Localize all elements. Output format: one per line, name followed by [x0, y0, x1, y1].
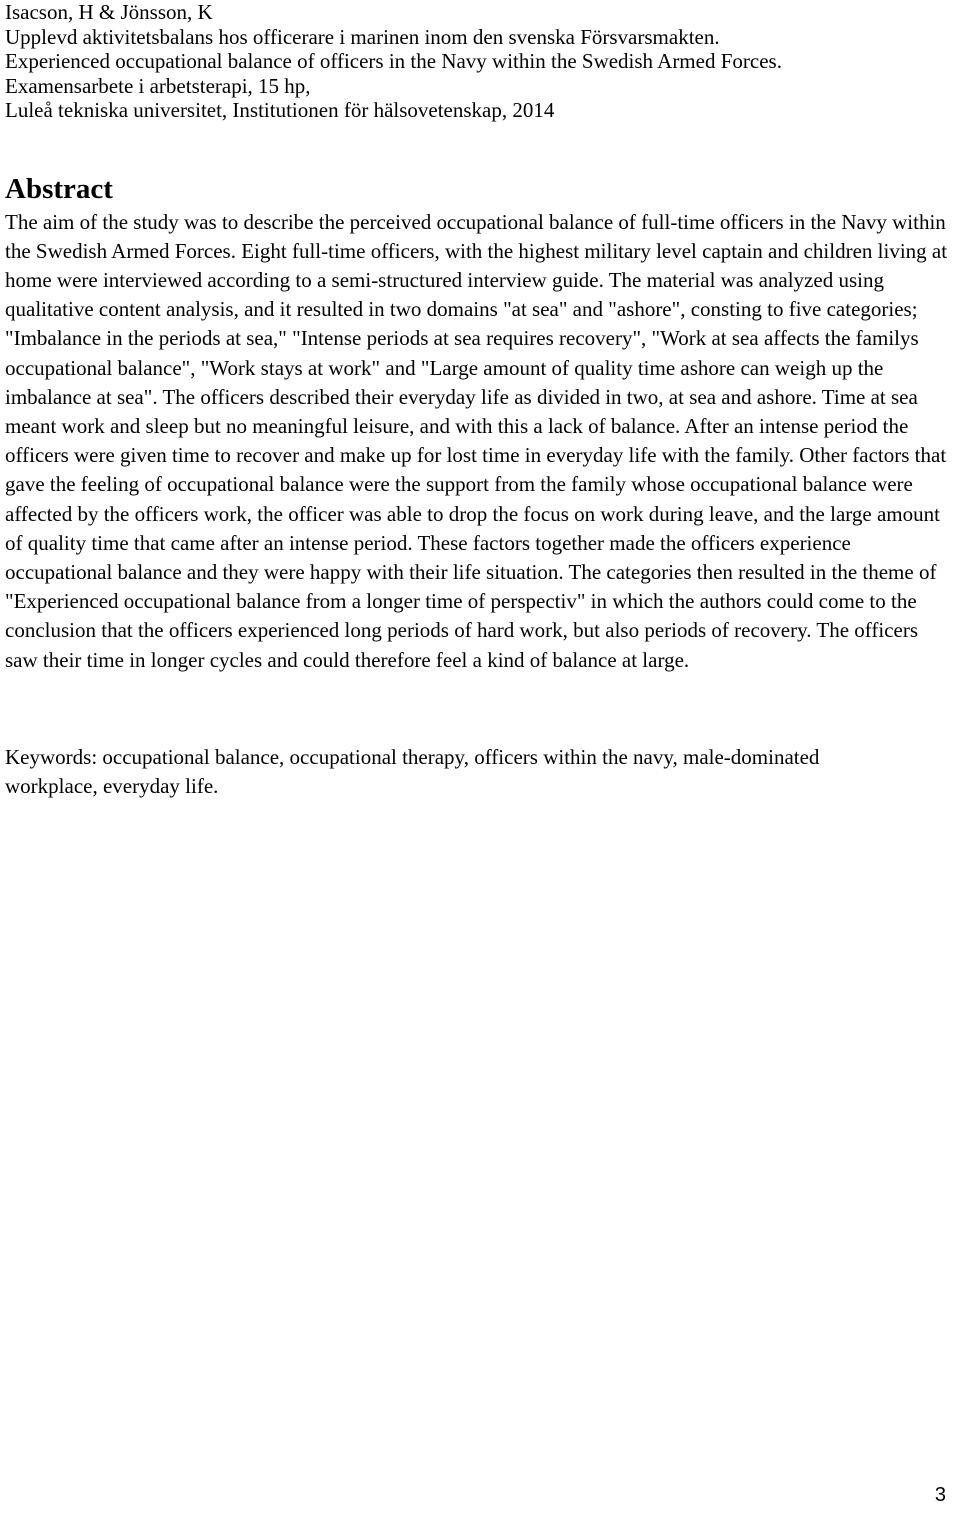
- title-english: Experienced occupational balance of officers in the Navy within the Swedish Armed Forces.: [5, 49, 782, 73]
- title-swedish: Upplevd aktivitetsbalans hos officerare i marinen inom den svenska Försvarsmakten.: [5, 24, 720, 49]
- authors: Isacson, H & Jönsson, K: [5, 0, 213, 24]
- thesis-info: Examensarbete i arbetsterapi, 15 hp,: [5, 73, 311, 98]
- abstract-body: The aim of the study was to describe the perceived occupational balance of full-time officers in the Navy within the Swedish Armed Forces. Eight full-time officers, with the highest military level captain and children living at home were interviewed according to a semi-structured interview guide. The material was analyzed using qualitative content analysis, and it resulted in two domains "at sea" and "ashore", consting to five categories; "Imbalance in the periods at sea," "Intense periods at sea requires recovery", "Work at sea affects the familys occupational balance", "Work stays at work" and "Large amount of quality time ashore can weigh up the imbalance at sea". The officers described their everyday life as divided in two, at sea and ashore. Time at sea meant work and sleep but no meaningful leisure, and with this a lack of balance. After an intense period the officers were given time to recover and make up for lost time in everyday life with the family. Other factors that gave the feeling of occupational balance were the support from the family whose occupational balance were affected by the officers work, the officer was able to drop the focus on work during leave, and the large amount of quality time that came after an intense period. These factors together made the officers experience occupational balance and they were happy with their life situation. The categories then resulted in the theme of "Experienced occupational balance from a longer time of perspectiv" in which the authors could come to the conclusion that the officers experienced long periods of hard work, but also periods of recovery. The officers saw their time in longer cycles and could therefore feel a kind of balance at large.: [5, 209, 948, 672]
- abstract-heading: Abstract: [5, 172, 113, 205]
- keywords: Keywords: occupational balance, occupational therapy, officers within the navy, male-dominated workplace, everyday life.: [5, 744, 820, 798]
- institution-info: Luleå tekniska universitet, Institutionen för hälsovetenskap, 2014: [5, 98, 555, 122]
- document-page: [5, 0, 955, 801]
- page-number: 3: [934, 1484, 946, 1506]
